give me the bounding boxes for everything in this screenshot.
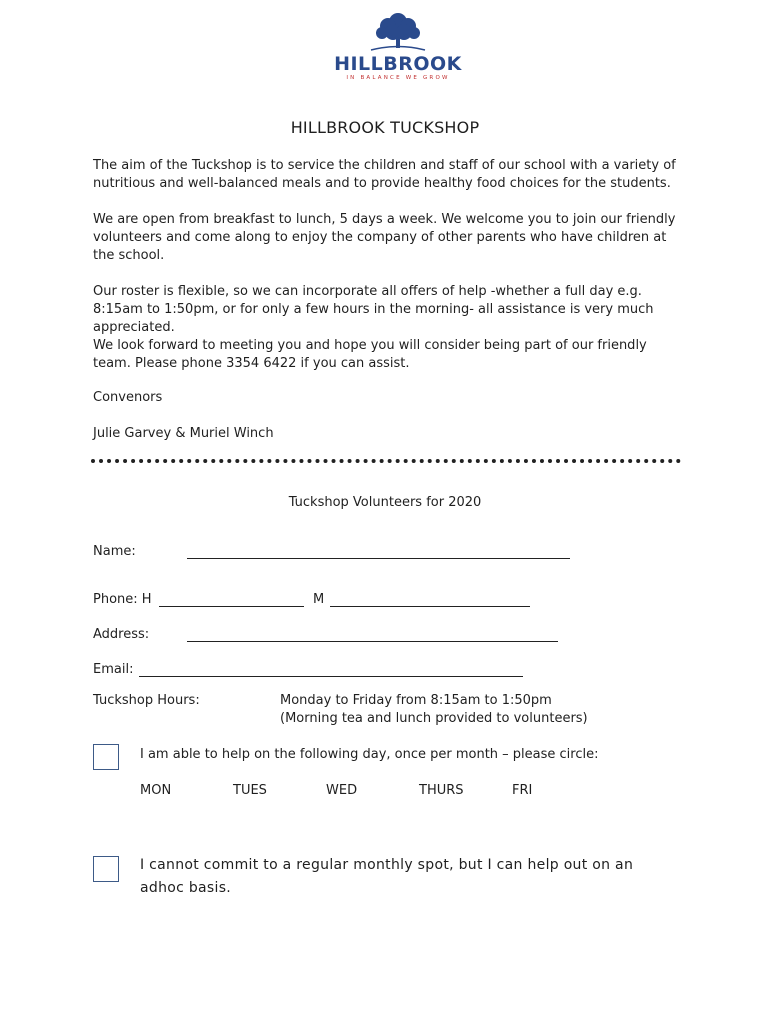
school-logo: [330, 10, 466, 90]
page-title: HILLBROOK TUCKSHOP: [290, 118, 480, 137]
hours-line-2: (Morning tea and lunch provided to volunteers): [280, 711, 588, 726]
logo-wordmark: HILLBROOK: [334, 53, 462, 75]
phone-mobile-field[interactable]: [330, 606, 530, 607]
convenor-names: Julie Garvey & Muriel Winch: [93, 426, 274, 441]
address-field[interactable]: [187, 641, 558, 642]
paragraph-hours: We are open from breakfast to lunch, 5 days a week. We welcome you to join our friendly volunteers and come along to enjoy the company of other parents who have children at the school.: [93, 212, 676, 263]
phone-home-label: Phone: H: [93, 592, 152, 607]
form-title: Tuckshop Volunteers for 2020: [288, 495, 482, 510]
phone-mobile-label: M: [313, 592, 325, 607]
day-mon[interactable]: MON: [140, 783, 172, 798]
signoff: Convenors: [93, 390, 163, 405]
email-label: Email:: [93, 662, 134, 677]
day-thurs[interactable]: THURS: [419, 783, 464, 798]
tree-icon: [353, 10, 443, 54]
email-field[interactable]: [139, 676, 523, 677]
adhoc-checkbox[interactable]: [93, 856, 119, 882]
hours-line-1: Monday to Friday from 8:15am to 1:50pm: [280, 693, 552, 708]
address-label: Address:: [93, 627, 150, 642]
paragraph-roster: Our roster is flexible, so we can incorporate all offers of help -whether a full day e.g. 8:15am to 1:50pm, or for only a few hours in the morning- all assistance is very much appreciated.: [93, 284, 654, 335]
name-label: Name:: [93, 544, 136, 559]
phone-home-field[interactable]: [159, 606, 304, 607]
paragraph-contact: We look forward to meeting you and hope you will consider being part of our friendly team. Please phone 3354 6422 if you can assist.: [93, 338, 647, 371]
day-fri[interactable]: FRI: [512, 783, 533, 798]
day-tues[interactable]: TUES: [233, 783, 267, 798]
logo-tagline: IN BALANCE WE GROW: [346, 75, 450, 81]
name-field[interactable]: [187, 558, 570, 559]
adhoc-option-label: I cannot commit to a regular monthly spot, but I can help out on an adhoc basis.: [140, 857, 634, 896]
day-wed[interactable]: WED: [326, 783, 358, 798]
cut-line-divider: [91, 459, 681, 463]
monthly-option-label: I am able to help on the following day, once per month – please circle:: [140, 747, 599, 762]
hours-label: Tuckshop Hours:: [93, 693, 200, 708]
hours-value: [280, 692, 680, 728]
monthly-checkbox[interactable]: [93, 744, 119, 770]
paragraph-aim: The aim of the Tuckshop is to service the children and staff of our school with a variety of nutritious and well-balanced meals and to provide healthy food choices for the students.: [93, 158, 676, 191]
